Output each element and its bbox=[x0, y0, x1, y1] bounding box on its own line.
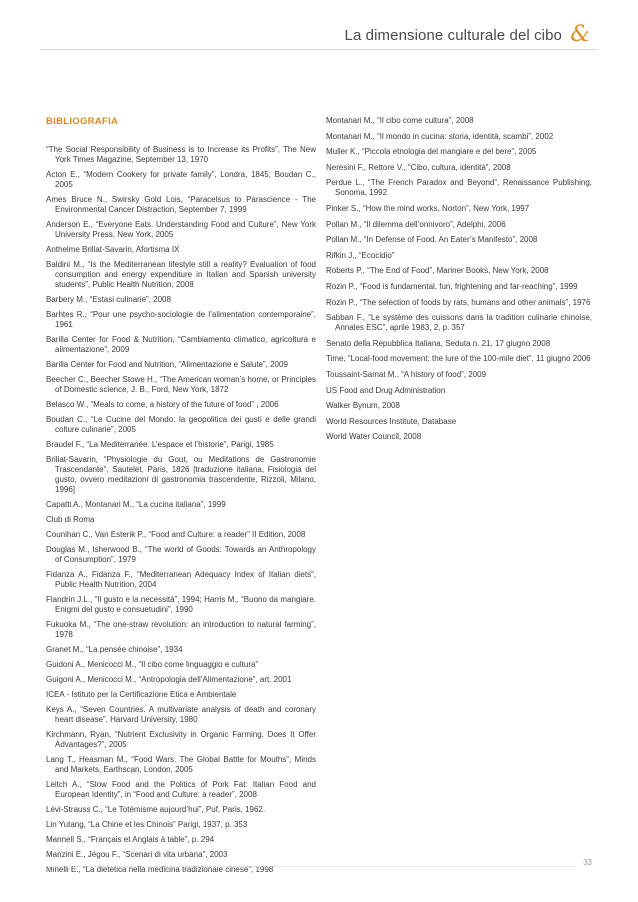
reference-item: Minelli E., “La dietetica nella medicina tradizionale cinese”, 1998 bbox=[46, 865, 274, 874]
ampersand-logo-icon: & bbox=[570, 22, 590, 47]
reference-item: Manzini E., Jégou F., “Scenari di vita urbana”, 2003 bbox=[46, 850, 228, 859]
reference-item: World Water Council, 2008 bbox=[326, 432, 422, 442]
reference-item: Leitch A., “Slow Food and the Politics of Pork Fat: Italian Food and European Identity”, in “Food and Culture: a reader”, 2008 bbox=[46, 780, 316, 799]
reference-item: Neresini F., Rettore V., “Cibo, cultura, identità”, 2008 bbox=[326, 162, 511, 172]
reference-item: ICEA - Istituto per la Certificazione Etica e Ambientale bbox=[46, 690, 237, 699]
reference-item: Keys A., “Seven Countries. A multivariate analysis of death and coronary heart disease”, Harvard University, 1980 bbox=[46, 705, 316, 724]
reference-item: Lin Yutang, “La Chine et les Chinois” Parigi, 1937, p. 353 bbox=[46, 820, 248, 829]
reference-item: Counihan C., Van Esterik P., “Food and Culture: a reader” II Edition, 2008 bbox=[46, 530, 306, 539]
reference-item: Rozin P., “Food is fundamental, fun, frightening and far-reaching”, 1999 bbox=[326, 281, 578, 291]
reference-item: Guidoni A., Menicocci M., “Il cibo come linguaggio e cultura” bbox=[46, 660, 259, 669]
reference-item: Lang T., Heasman M., “Food Wars. The Global Battle for Mouths”, Minds and Markets, Earthscan, London, 2005 bbox=[46, 755, 316, 774]
running-title: La dimensione culturale del cibo bbox=[344, 27, 562, 44]
reference-item: Pollan M., “In Defense of Food. An Eater’s Manifesto”, 2008 bbox=[326, 235, 538, 245]
reference-item: Muller K., “Piccola etnologia del mangiare e del bere”, 2005 bbox=[326, 147, 537, 157]
reference-item: Granet M., “La pensée chinoise”, 1934 bbox=[46, 645, 183, 654]
reference-item: Kirchmann, Ryan, “Nutrient Exclusivity in Organic Farming. Does It Offer Advantages?”, 2005 bbox=[46, 730, 316, 749]
page-header bbox=[40, 22, 598, 52]
reference-item: Flandrin J.L., “Il gusto e la necessità”, 1994; Harris M., “Buono da mangiare. Enigmi del gusto e consuetudini”, 1990 bbox=[46, 595, 316, 614]
reference-item: Senato della Repubblica Italiana, Seduta n. 21, 17 giugno 2008 bbox=[326, 338, 551, 348]
reference-item: “The Social Responsibility of Business is to Increase its Profits”, The New York Times Magazine, September 13, 1970 bbox=[46, 145, 316, 164]
reference-item: Montanari M., “Il mondo in cucina: storia, identità, scambi”, 2002 bbox=[326, 131, 554, 141]
reference-item: Barilla Center for Food & Nutrition, “Cambiamento climatico, agricoltura e alimentazione”, 2009 bbox=[46, 335, 316, 354]
reference-item: Pinker S., “How the mind works, Norton”, New York, 1997 bbox=[326, 203, 530, 213]
reference-item: US Food and Drug Administration bbox=[326, 385, 446, 395]
reference-item: Rozin P., “The selection of foods by rats, humans and other animals”, 1976 bbox=[326, 297, 591, 307]
reference-item: Anderson E., “Everyone Eats. Understanding Food and Culture”, New York University Press, New York, 2005 bbox=[46, 220, 316, 239]
page-number: 33 bbox=[577, 858, 592, 867]
reference-item: Roberts P., “The End of Food”, Mariner Books, New York, 2008 bbox=[326, 266, 549, 276]
reference-item: Club di Roma bbox=[46, 515, 95, 524]
reference-item: Fidanza A., Fidanza F., “Mediterranean Adequacy Index of Italian diets”, Public Health Nutrition, 2004 bbox=[46, 570, 316, 589]
footer-divider bbox=[46, 866, 582, 867]
reference-item: Anthelme Brillat-Savarin, Afortisma IX bbox=[46, 245, 180, 254]
header-divider bbox=[40, 49, 598, 50]
section-title: BIBLIOGRAFIA bbox=[46, 116, 119, 127]
reference-item: Barbery M., “Estasi culinarie”, 2008 bbox=[46, 295, 171, 304]
reference-item: Beecher C., Beecher Stowe H., “The American woman’s home, or Principles of Domestic science, J. B., Ford, New York, 1872 bbox=[46, 375, 316, 394]
reference-item: Braudel F., “La Mediterranée. L’espace et l’historie”, Parigi, 1985 bbox=[46, 440, 274, 449]
reference-item: Capatti A., Montanari M., “La cucina italiana”, 1999 bbox=[46, 500, 226, 509]
reference-item: Boudan C., “Le Cucine del Mondo: la geopolitica dei gusti e delle grandi colture culinarie”, 2005 bbox=[46, 415, 316, 434]
reference-item: Baldini M., “Is the Mediterranean lifestyle still a reality? Evaluation of food consumption and energy expenditure in Italian and Spanish university students”, Public Health Nutrition, 2008 bbox=[46, 260, 316, 289]
reference-item: Fukuoka M., “The one-straw revolution: an introduction to natural farming”, 1978 bbox=[46, 620, 316, 639]
reference-item: Brillat-Savarin, “Physiologie du Gout, ou Meditations de Gastronomie Trascendante”, Sautelet, Paris, 1826 [traduzione italiana, Fisiologia del gusto, ovvero meditazioni di gastronomia trascendente, Rizzoli, Milano, 1996] bbox=[46, 455, 316, 494]
reference-item: Guigoni A., Menicocci M., “Antropologia dell’Alimentazione”, art. 2001 bbox=[46, 675, 292, 684]
bibliography-right-column bbox=[326, 116, 592, 448]
reference-item: Ames Bruce N., Swirsky Gold Lois, “Paracelsus to Parascience - The Environmental Cancer Distraction, September 7, 1999 bbox=[46, 195, 316, 214]
reference-item: Perdue L., “The French Paradox and Beyond”, Renaissance Publishing, Sonoma, 1992 bbox=[326, 178, 592, 198]
reference-item: Lévi-Strauss C., “Le Totémisme aujourd’hui”, Puf, Paris, 1962. bbox=[46, 805, 266, 814]
reference-item: Time, “Local-food movement: the lure of the 100-mile diet”, 11 giugno 2006 bbox=[326, 354, 591, 364]
reference-item: Montanari M., “Il cibo come cultura”, 2008 bbox=[326, 116, 474, 125]
reference-list-left bbox=[46, 145, 316, 875]
reference-item: Sabban F., “Le système des cuissons dans la tradition culinarie chinoise, Annales ESC”, aprile 1983, 2, p. 357 bbox=[326, 313, 592, 333]
reference-item: Walker Bynum, 2008 bbox=[326, 401, 400, 411]
reference-item: Mannell S., “Français et Anglais à table”, p. 294 bbox=[46, 835, 215, 844]
reference-item: Toussaint-Samat M., “A history of food”, 2009 bbox=[326, 369, 487, 379]
reference-list-right bbox=[326, 116, 592, 442]
reference-item: Barhtes R., “Pour une psycho-sociologie de l’alimentation contemporaine”, 1961 bbox=[46, 310, 316, 329]
reference-item: Douglas M., Isherwood B., “The world of Goods: Towards an Anthropology of Consumption”, 1979 bbox=[46, 545, 316, 564]
reference-item: Rifkin J., “Ecocidio” bbox=[326, 250, 395, 260]
reference-item: Barilla Center for Food and Nutrition, “Alimentazione e Salute”, 2009 bbox=[46, 360, 288, 369]
reference-item: Belasco W., “Meals to come, a history of the future of food” , 2006 bbox=[46, 400, 279, 409]
reference-item: World Resources Institute, Database bbox=[326, 416, 457, 426]
reference-item: Pollan M., “Il dilemma dell’onnivoro”, Adelphi, 2006 bbox=[326, 219, 506, 229]
reference-item: Acton E., “Modern Cookery for private family”, Londra, 1845; Boudan C., 2005 bbox=[46, 170, 316, 189]
bibliography-left-column bbox=[46, 116, 316, 880]
